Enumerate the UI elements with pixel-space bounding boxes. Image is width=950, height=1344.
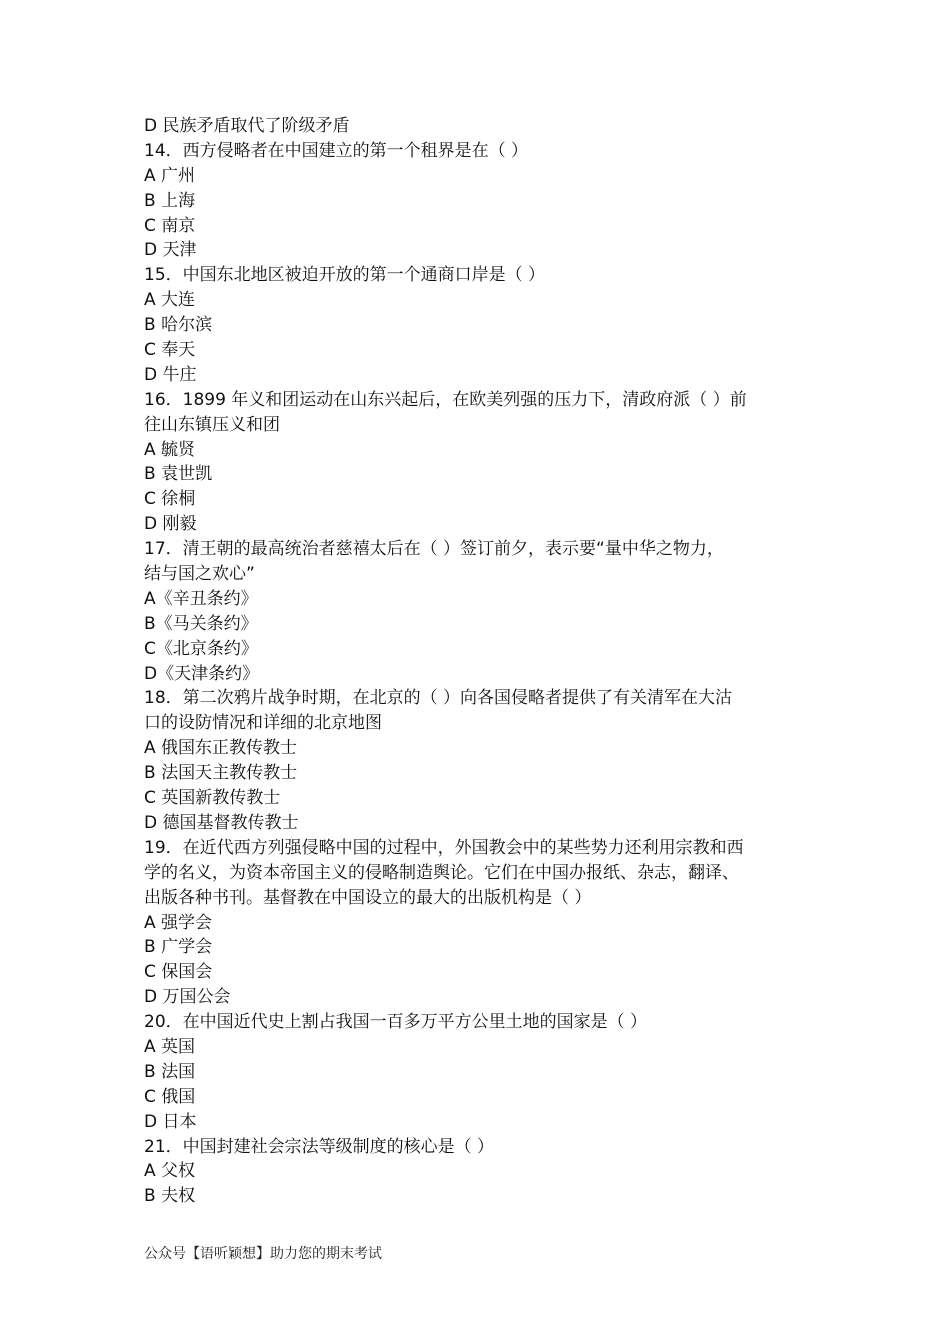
option-a: A 毓贤 xyxy=(144,439,196,460)
option-a: A 父权 xyxy=(144,1161,196,1182)
page-footer: 公众号【语听颖想】助力您的期末考试 xyxy=(144,1246,382,1262)
question-15: 15．中国东北地区被迫开放的第一个通商口岸是（ ） xyxy=(144,265,546,286)
question-19: 19．在近代西方列强侵略中国的过程中，外国教会中的某些势力还利用宗教和西 xyxy=(144,837,744,858)
question-16-continued: 往山东镇压义和团 xyxy=(144,414,280,435)
option-c: C 徐桐 xyxy=(144,489,196,510)
question-17-continued: 结与国之欢心” xyxy=(144,564,255,585)
question-19-continued: 出版各种书刊。基督教在中国设立的最大的出版机构是（ ） xyxy=(144,887,592,908)
option-d: D 日本 xyxy=(144,1111,197,1132)
option-b: B 上海 xyxy=(144,190,196,211)
option-b: B 法国 xyxy=(144,1061,196,1082)
option-b: B《马关条约》 xyxy=(144,613,258,634)
text-line: D 民族矛盾取代了阶级矛盾 xyxy=(144,116,350,136)
option-d: D 刚毅 xyxy=(144,514,197,535)
option-c: C 俄国 xyxy=(144,1086,196,1107)
document-body xyxy=(144,114,834,1209)
option-d: D《天津条约》 xyxy=(144,663,260,684)
question-18-continued: 口的设防情况和详细的北京地图 xyxy=(144,713,382,734)
option-a: A 强学会 xyxy=(144,912,213,933)
option-a: A 英国 xyxy=(144,1036,196,1057)
question-19-continued: 学的名义，为资本帝国主义的侵略制造舆论。它们在中国办报纸、杂志，翻译、 xyxy=(144,862,739,883)
question-14: 14．西方侵略者在中国建立的第一个租界是在（ ） xyxy=(144,140,529,161)
option-a: A《辛丑条约》 xyxy=(144,588,258,609)
option-c: C 奉天 xyxy=(144,340,196,361)
question-16: 16．1899 年义和团运动在山东兴起后，在欧美列强的压力下，清政府派（ ）前 xyxy=(144,389,747,410)
option-d: D 万国公会 xyxy=(144,987,231,1008)
question-20: 20．在中国近代史上割占我国一百多万平方公里土地的国家是（ ） xyxy=(144,1012,648,1033)
option-c: C《北京条约》 xyxy=(144,638,258,659)
option-d: D 牛庄 xyxy=(144,364,197,385)
option-c: C 保国会 xyxy=(144,962,213,983)
option-b: B 广学会 xyxy=(144,937,213,958)
option-c: C 英国新教传教士 xyxy=(144,788,281,809)
option-d: D 德国基督教传教士 xyxy=(144,812,299,833)
question-17: 17．清王朝的最高统治者慈禧太后在（ ）签订前夕，表示要“量中华之物力， xyxy=(144,539,724,560)
option-a: A 俄国东正教传教士 xyxy=(144,738,298,759)
option-b: B 法国天主教传教士 xyxy=(144,763,298,784)
question-18: 18．第二次鸦片战争时期，在北京的（ ）向各国侵略者提供了有关清军在大沽 xyxy=(144,688,733,709)
option-a: A 广州 xyxy=(144,165,196,186)
option-b: B 哈尔滨 xyxy=(144,315,213,336)
option-b: B 袁世凯 xyxy=(144,464,213,485)
option-d: D 天津 xyxy=(144,240,197,261)
option-a: A 大连 xyxy=(144,290,196,311)
option-c: C 南京 xyxy=(144,215,196,236)
question-21: 21．中国封建社会宗法等级制度的核心是（ ） xyxy=(144,1136,495,1157)
option-b: B 夫权 xyxy=(144,1186,196,1207)
